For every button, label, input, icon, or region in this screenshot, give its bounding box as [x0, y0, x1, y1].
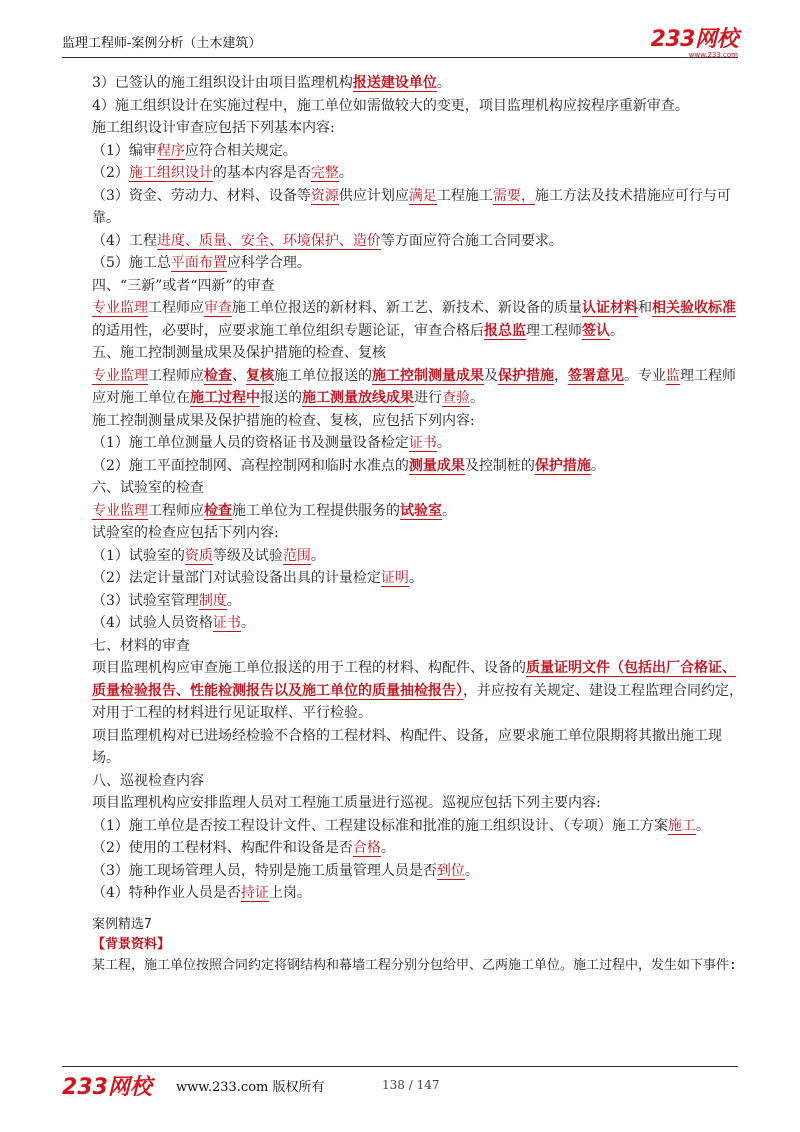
text-run: 。: [436, 435, 451, 451]
text-run: （1）施工单位是否按工程设计文件、工程建设标准和批准的施工组织设计、（专项）施工方案: [92, 817, 668, 834]
highlighted-term: 完整: [310, 165, 339, 181]
paragraph-line: [92, 230, 744, 253]
highlighted-term: 相关验收标准: [652, 300, 736, 316]
text-run: 。: [380, 840, 395, 856]
highlighted-term: 制度: [198, 592, 227, 609]
highlighted-term: 检查: [204, 367, 232, 384]
paragraph-line: [92, 545, 744, 568]
case-title: 案例精选7: [92, 916, 152, 932]
paragraph-line: [92, 252, 744, 275]
highlighted-term: 需要，: [492, 187, 535, 204]
footer-divider: [62, 1066, 738, 1067]
text-run: 项目监理机构应安排监理人员对工程施工质量进行巡视。巡视应包括下列主要内容:: [92, 795, 601, 811]
text-run: 。: [436, 75, 451, 91]
highlighted-term: 施工测量放线成果: [302, 390, 414, 406]
highlighted-term: 复核: [246, 367, 274, 384]
paragraph-line: [92, 410, 744, 433]
text-run: 工程师应: [148, 300, 204, 316]
highlighted-term: 试验室: [400, 502, 442, 519]
paragraph-line: [92, 117, 744, 140]
highlighted-term: 平面布置: [170, 255, 227, 271]
text-run: 试验室的检查应包括下列内容:: [92, 525, 279, 541]
text-run: 的适用性，必要时，应要求施工单位组织专题论证，审查合格后: [92, 322, 484, 339]
highlighted-term: 审查: [204, 300, 232, 316]
paragraph-line: [92, 185, 744, 230]
highlighted-term: 专业: [92, 502, 120, 519]
paragraph-line: [92, 297, 744, 342]
highlighted-term: 证明: [380, 570, 409, 586]
text-run: 施工单位为工程提供服务的: [232, 502, 400, 519]
header-title: 监理工程师-案例分析（土木建筑）: [62, 36, 262, 51]
highlighted-term: 满足: [408, 187, 437, 204]
paragraph-line: [92, 500, 744, 523]
highlighted-term: 证书: [408, 435, 437, 451]
highlighted-term: 施工: [667, 817, 696, 834]
highlighted-term: 持证: [240, 885, 269, 901]
text-run: （4）试验人员资格: [92, 615, 213, 631]
paragraph-line: [92, 140, 744, 163]
background-label: 【背景资料】: [92, 936, 171, 952]
highlighted-term: 签署意见: [568, 367, 624, 384]
highlighted-term: 监理: [120, 502, 148, 519]
text-run: 。: [470, 390, 484, 406]
text-run: 4）施工组织设计在实施过程中，施工单位如需做较大的变更，项目监理机构应按程序重新审查。: [92, 97, 689, 114]
highlighted-term: 签认: [582, 322, 610, 339]
text-run: 进行: [414, 390, 442, 406]
text-run: 。: [240, 615, 255, 631]
highlighted-term: 范围: [282, 547, 311, 564]
text-run: （4）特种作业人员是否: [92, 885, 241, 901]
text-run: 。: [464, 862, 479, 879]
highlighted-term: 资源: [310, 187, 339, 204]
text-run: 。: [590, 457, 605, 474]
text-run: 理工程师应对施工单位在: [92, 367, 736, 406]
highlighted-term: 专业: [92, 300, 120, 316]
paragraph-line: [92, 72, 744, 95]
text-run: 施工方法及技术措施应可行与可靠。: [92, 187, 731, 226]
highlighted-term: 资质: [184, 547, 213, 564]
text-run: 及控制桩的: [464, 457, 535, 474]
text-run: 及: [484, 367, 498, 384]
text-run: 工程师应: [148, 367, 204, 384]
paragraph-line: [92, 612, 744, 635]
text-run: （4）工程: [92, 232, 157, 249]
highlighted-term: 质量证明文件（包括出厂合格证、质量检验报告、性能检测报告以及施工单位的质量抽检报告）: [92, 660, 736, 699]
highlighted-term: 报送建设单位: [352, 75, 437, 91]
text-run: 工程师应: [148, 502, 204, 519]
paragraph-line: [92, 522, 744, 545]
brand-logo[interactable]: [651, 22, 738, 59]
text-run: 施工组织设计审查应包括下列基本内容:: [92, 120, 335, 136]
paragraph-line: [92, 567, 744, 590]
logo-text: 233网校: [650, 27, 738, 52]
text-run: （1）编审: [92, 142, 157, 159]
paragraph-line: [92, 860, 744, 883]
footer-logo[interactable]: 233网校: [62, 1075, 152, 1100]
highlighted-term: 保护措施: [534, 457, 591, 474]
text-run: 和: [638, 300, 652, 316]
text-run: 等级及试验: [212, 547, 283, 564]
text-run: 施工控制测量成果及保护措施的检查、复核，应包括下列内容:: [92, 412, 475, 429]
highlighted-term: 监理: [120, 367, 148, 384]
paragraph-line: [92, 635, 744, 658]
text-run: （3）施工现场管理人员，特别是施工质量管理人员是否: [92, 862, 437, 879]
paragraph-line: [92, 455, 744, 478]
text-run: ，: [554, 367, 568, 384]
text-run: （1）施工单位测量人员的资格证书及测量设备检定: [92, 435, 409, 451]
text-run: 施工单位报送的: [274, 367, 372, 384]
text-run: 四、“三新”或者“四新”的审查: [92, 277, 275, 294]
text-run: 应符合相关规定。: [184, 142, 297, 159]
paragraph-line: [92, 792, 744, 815]
text-run: 六、试验室的检查: [92, 480, 204, 496]
text-run: 3）已签认的施工组织设计由项目监理机构: [92, 75, 353, 91]
highlighted-term: 进度、质量、安全、环境保护、造价: [156, 232, 381, 249]
paragraph-line: [92, 882, 744, 905]
highlighted-term: 认证材料: [582, 300, 638, 316]
text-run: （2）: [92, 165, 129, 181]
highlighted-term: 施工过程中: [190, 390, 260, 406]
paragraph-line: [92, 725, 744, 770]
highlighted-term: 监: [666, 367, 680, 384]
logo-url: www.233.com: [688, 51, 738, 59]
paragraph-line: [92, 657, 744, 725]
body-paragraphs: [92, 72, 744, 905]
text-run: （1）试验室的: [92, 547, 185, 564]
text-run: 五、施工控制测量成果及保护措施的检查、复核: [92, 345, 386, 361]
text-run: （3）资金、劳动力、材料、设备等: [92, 187, 311, 204]
text-run: 施工单位报送的新材料、新工艺、新技术、新设备的质量: [232, 300, 582, 316]
text-run: 等方面应符合施工合同要求。: [380, 232, 563, 249]
text-run: 八、巡视检查内容: [92, 772, 204, 789]
text-run: 报送的: [260, 390, 302, 406]
text-run: 。: [610, 322, 624, 339]
highlighted-term: 保护措施: [498, 367, 554, 384]
highlighted-term: 查验: [442, 390, 470, 406]
highlighted-term: 程序: [156, 142, 185, 159]
document-body: [92, 72, 744, 976]
text-run: （2）施工平面控制网、高程控制网和临时水准点的: [92, 457, 409, 474]
paragraph-line: [92, 815, 744, 838]
highlighted-term: 专业: [92, 367, 120, 384]
highlighted-term: 检查: [204, 502, 232, 519]
text-run: 。: [338, 165, 353, 181]
highlighted-term: 到位: [436, 862, 465, 879]
text-run: （2）使用的工程材料、构配件和设备是否: [92, 840, 353, 856]
text-run: 七、材料的审查: [92, 637, 190, 654]
text-run: （3）试验室管理: [92, 592, 199, 609]
text-run: 项目监理机构对已进场经检验不合格的工程材料、构配件、设备，应要求施工单位限期将其撤出施工现场。: [92, 727, 722, 766]
paragraph-line: [92, 162, 744, 185]
text-run: 供应计划应: [338, 187, 409, 204]
paragraph-line: [92, 95, 744, 118]
paragraph-line: [92, 432, 744, 455]
text-run: 。: [442, 502, 456, 519]
highlighted-term: 测量成果: [408, 457, 465, 474]
text-run: ，并应按有关规定、建设工程监理合同约定，对用于工程的材料进行见证取样、平行检验。: [92, 682, 743, 721]
paragraph-line: [92, 275, 744, 298]
text-run: 上岗。: [268, 885, 311, 901]
text-run: 理工程师: [526, 322, 582, 339]
text-run: 。专业: [624, 367, 666, 384]
text-run: 。: [310, 547, 325, 564]
text-run: 项目监理机构应审查施工单位报送的用于工程的材料、构配件、设备的: [92, 660, 526, 676]
highlighted-term: 合格: [352, 840, 381, 856]
paragraph-line: [92, 590, 744, 613]
highlighted-term: 监理: [120, 300, 148, 316]
page-number: 138 / 147: [382, 1078, 440, 1092]
text-run: （2）法定计量部门对试验设备出具的计量检定: [92, 570, 381, 586]
highlighted-term: 施工控制测量成果: [372, 367, 484, 384]
text-run: 。: [695, 817, 710, 834]
highlighted-term: 报总监: [484, 322, 526, 339]
text-run: 工程施工: [436, 187, 493, 204]
paragraph-line: [92, 770, 744, 793]
paragraph-line: [92, 837, 744, 860]
paragraph-line: [92, 342, 744, 365]
header-divider: [62, 57, 738, 58]
text-run: 。: [226, 592, 241, 609]
highlighted-term: 证书: [212, 615, 241, 631]
text-run: 。: [408, 570, 423, 586]
text-run: （5）施工总: [92, 255, 171, 271]
paragraph-line: [92, 365, 744, 410]
text-run: 、: [232, 367, 246, 384]
case-text: 某工程，施工单位按照合同约定将钢结构和幕墙工程分别分包给甲、乙两施工单位。施工过程中，发生如下事件:: [92, 957, 737, 973]
text-run: 应科学合理。: [226, 255, 311, 271]
text-run: 的基本内容是否: [212, 165, 311, 181]
footer-copyright: www.233.com 版权所有: [176, 1080, 325, 1095]
paragraph-line: [92, 477, 744, 500]
highlighted-term: 施工组织设计: [128, 165, 213, 181]
